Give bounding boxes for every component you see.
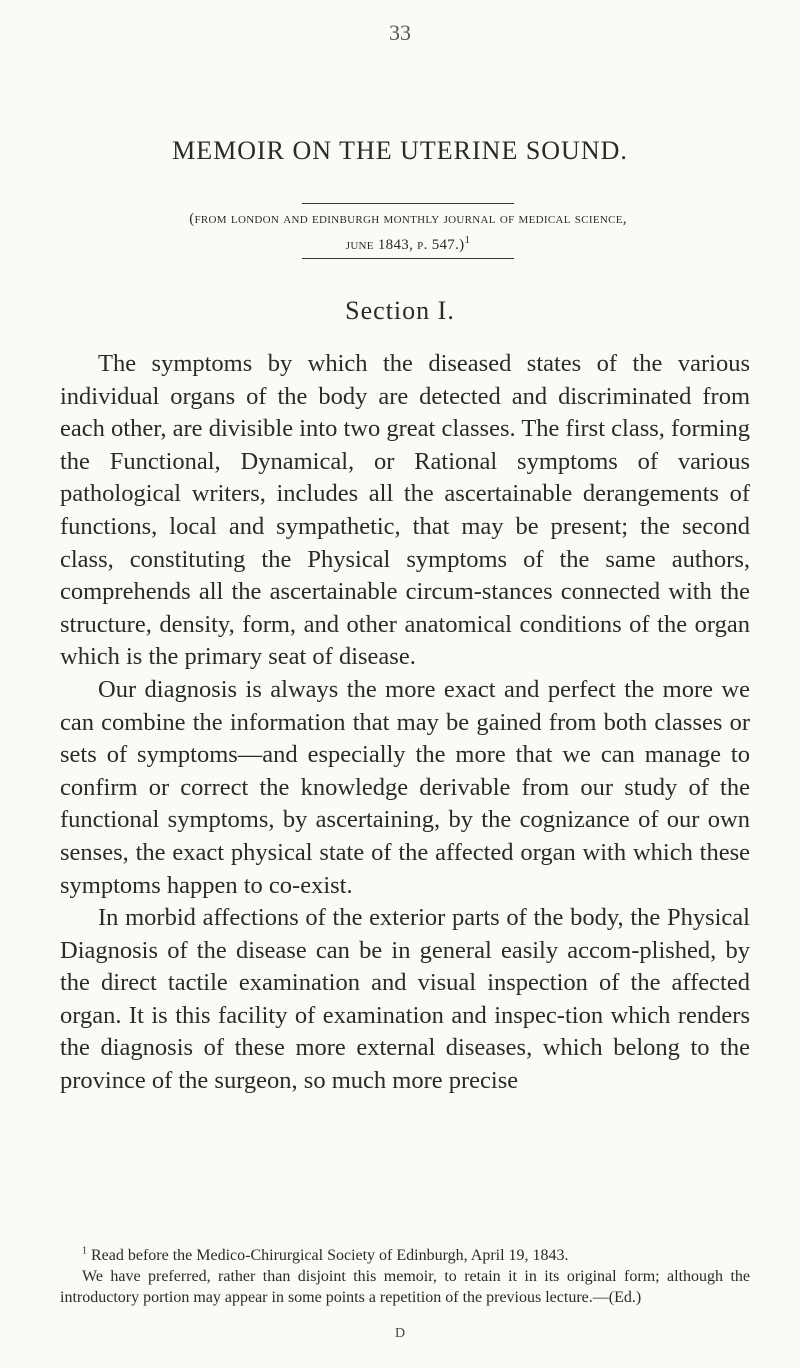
source-citation	[96, 206, 720, 258]
signature-mark: D	[394, 1326, 406, 1341]
footnote-1	[60, 1245, 750, 1266]
paragraph: Our diagnosis is always the more exact and perfect the more we can combine the information that may be gained from both classes or sets of symptoms—and especially the more that we can manage to confirm or correct the knowledge derivable from our study of the functional symptoms, by ascertaining, by the cognizance of our own senses, the exact physical state of the affected organ with which these symptoms happen to co-exist.	[60, 675, 750, 899]
footnotes	[60, 1245, 750, 1308]
paragraph: The symptoms by which the diseased states of the various individual organs of the body are detected and discriminated from each other, are divisible into two great classes. The first class, forming the Functional, Dynamical, or Rational symptoms of various pathological writers, includes all the ascertainable derangements of functions, local and sympathetic, that may be present; the second class, constituting the Physical symptoms of the same authors, comprehends all the ascertainable circum-stances connected with the structure, density, form, and other anatomical conditions of the organ which is the primary seat of disease.	[60, 350, 750, 671]
body-text	[60, 348, 750, 1098]
title-rule-bottom	[302, 258, 514, 259]
page-title: MEMOIR ON THE UTERINE SOUND.	[172, 136, 628, 165]
footnote-line-1: Read before the Medico-Chirurgical Society of Edinburgh, April 19, 1843.	[91, 1247, 569, 1264]
footnote-editor-note: We have preferred, rather than disjoint this memoir, to retain it in its original form; although the introductory portion may appear in some points a repetition of the previous lecture.—(Ed.)	[60, 1268, 750, 1306]
source-line-1: (from london and edinburgh monthly journal of medical science,	[189, 211, 627, 227]
page-number: 33	[389, 20, 411, 45]
footnote-marker: 1	[82, 1245, 87, 1257]
source-line-2: june 1843, p. 547.)	[345, 237, 465, 253]
source-footnote-ref: 1	[464, 234, 471, 246]
section-heading: Section I.	[345, 296, 455, 325]
title-rule-top	[302, 203, 514, 204]
paragraph: In morbid affections of the exterior parts of the body, the Physical Diagnosis of the disease can be in general easily accom-plished, by the direct tactile examination and visual inspection of the affected organ. It is this facility of examination and inspec-tion which renders the diagnosis of these more external diseases, which belong to the province of the surgeon, so much more precise	[60, 904, 750, 1095]
